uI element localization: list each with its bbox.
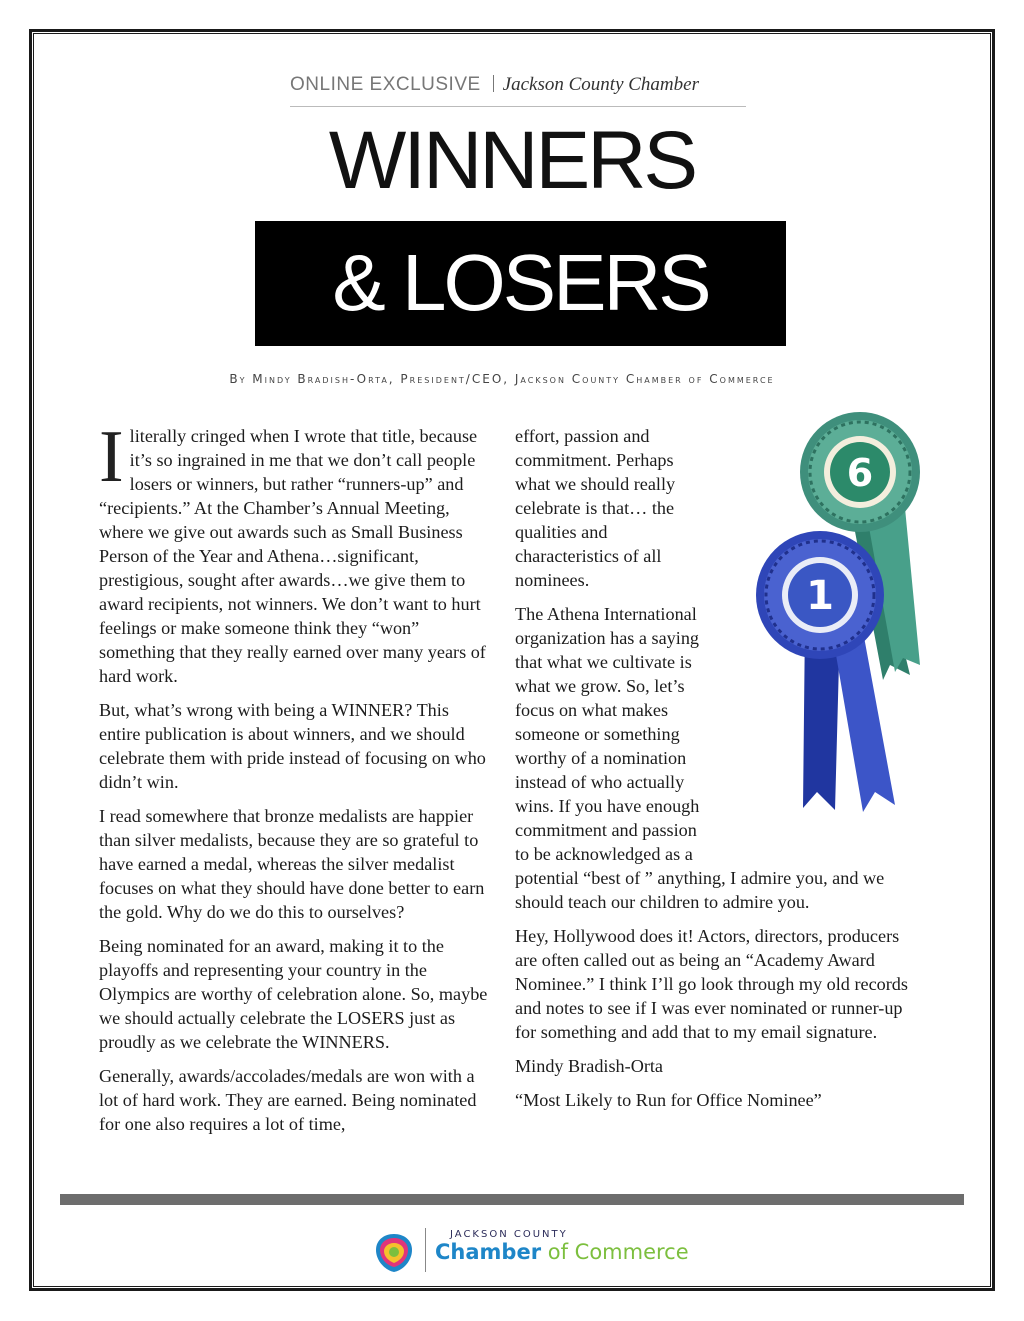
- kicker-right: Jackson County Chamber: [502, 74, 699, 95]
- paragraph: Hey, Hollywood does it! Actors, directors, producers are often called out as being an “Academy Award Nominee.” I think I’ll go look through my old records and notes to see if I was ever nominated or runner-up for something and add that to my email signature.: [515, 926, 908, 1042]
- kicker-separator: [493, 75, 494, 92]
- award-ribbons-illustration: [755, 410, 945, 840]
- title-winners: WINNERS: [328, 115, 696, 206]
- logo-wordmark: [435, 1240, 689, 1264]
- article-left-column: [99, 416, 494, 1146]
- footer-divider: [60, 1194, 964, 1205]
- logo-divider: [425, 1228, 426, 1272]
- ribbon-1: [756, 531, 895, 812]
- title-losers-box: [255, 221, 786, 346]
- paragraph: Generally, awards/accolades/medals are won with a lot of hard work. They are earned. Being nominated for one also requires a lot of time,: [99, 1066, 477, 1134]
- chamber-logo-icon: [372, 1230, 416, 1274]
- drop-cap: I: [99, 416, 124, 498]
- chamber-logo: [372, 1226, 712, 1276]
- paragraph: Being nominated for an award, making it to the playoffs and representing your country in the Olympics are worthy of celebration alone. So, maybe we should actually celebrate the LOSERS just as proudly as we celebrate the WINNERS.: [99, 936, 488, 1052]
- paragraph: But, what’s wrong with being a WINNER? This entire publication is about winners, and we should celebrate them with pride instead of focusing on who didn’t win.: [99, 700, 486, 792]
- paragraph: The Athena International organization has a saying that what we cultivate is what we grow. So, let’s focus on what makes someone or something worthy of a nomination instead of who actually wins. If you have enough commitment and passion to be acknowledged as a potential “best of ” anything, I admire you, and we should teach our children to admire you.: [515, 604, 885, 912]
- paragraph: effort, passion and commitment. Perhaps what we should really celebrate is that… the qualities and characteristics of all nominees.: [515, 426, 676, 590]
- paragraph: I read somewhere that bronze medalists are happier than silver medalists, because they are so grateful to have earned a medal, whereas the silver medalist focuses on what they should have done better to earn the gold. Why do we do this to ourselves?: [99, 806, 485, 922]
- signature-name: Mindy Bradish-Orta: [515, 1056, 664, 1076]
- logo-word-commerce: of Commerce: [547, 1240, 689, 1264]
- kicker: [290, 74, 746, 107]
- kicker-left: ONLINE EXCLUSIVE: [290, 74, 481, 95]
- signature-title: “Most Likely to Run for Office Nominee”: [515, 1090, 822, 1110]
- byline: By Mindy Bradish-Orta, President/CEO, Jackson County Chamber of Commerce: [229, 372, 775, 386]
- title-losers: & LOSERS: [332, 238, 709, 327]
- logo-word-chamber: Chamber: [435, 1240, 542, 1264]
- ribbon-6-number: 6: [846, 451, 874, 495]
- ribbon-1-number: 1: [806, 573, 834, 619]
- paragraph: [99, 416, 494, 688]
- logo-county-text: JACKSON COUNTY: [450, 1229, 568, 1240]
- paragraph-text: literally cringed when I wrote that title, because it’s so ingrained in me that we don’t call people losers or winners, but rather “runners-up” and “recipients.” At the Chamber’s Annual Meeting, where we give out awards such as Small Business Person of the Year and Athena…significant, prestigious, sought after awards…we give them to award recipients, not winners. We don’t want to hurt feelings or make someone think they “won” something that they really earned over many years of hard work.: [99, 426, 486, 686]
